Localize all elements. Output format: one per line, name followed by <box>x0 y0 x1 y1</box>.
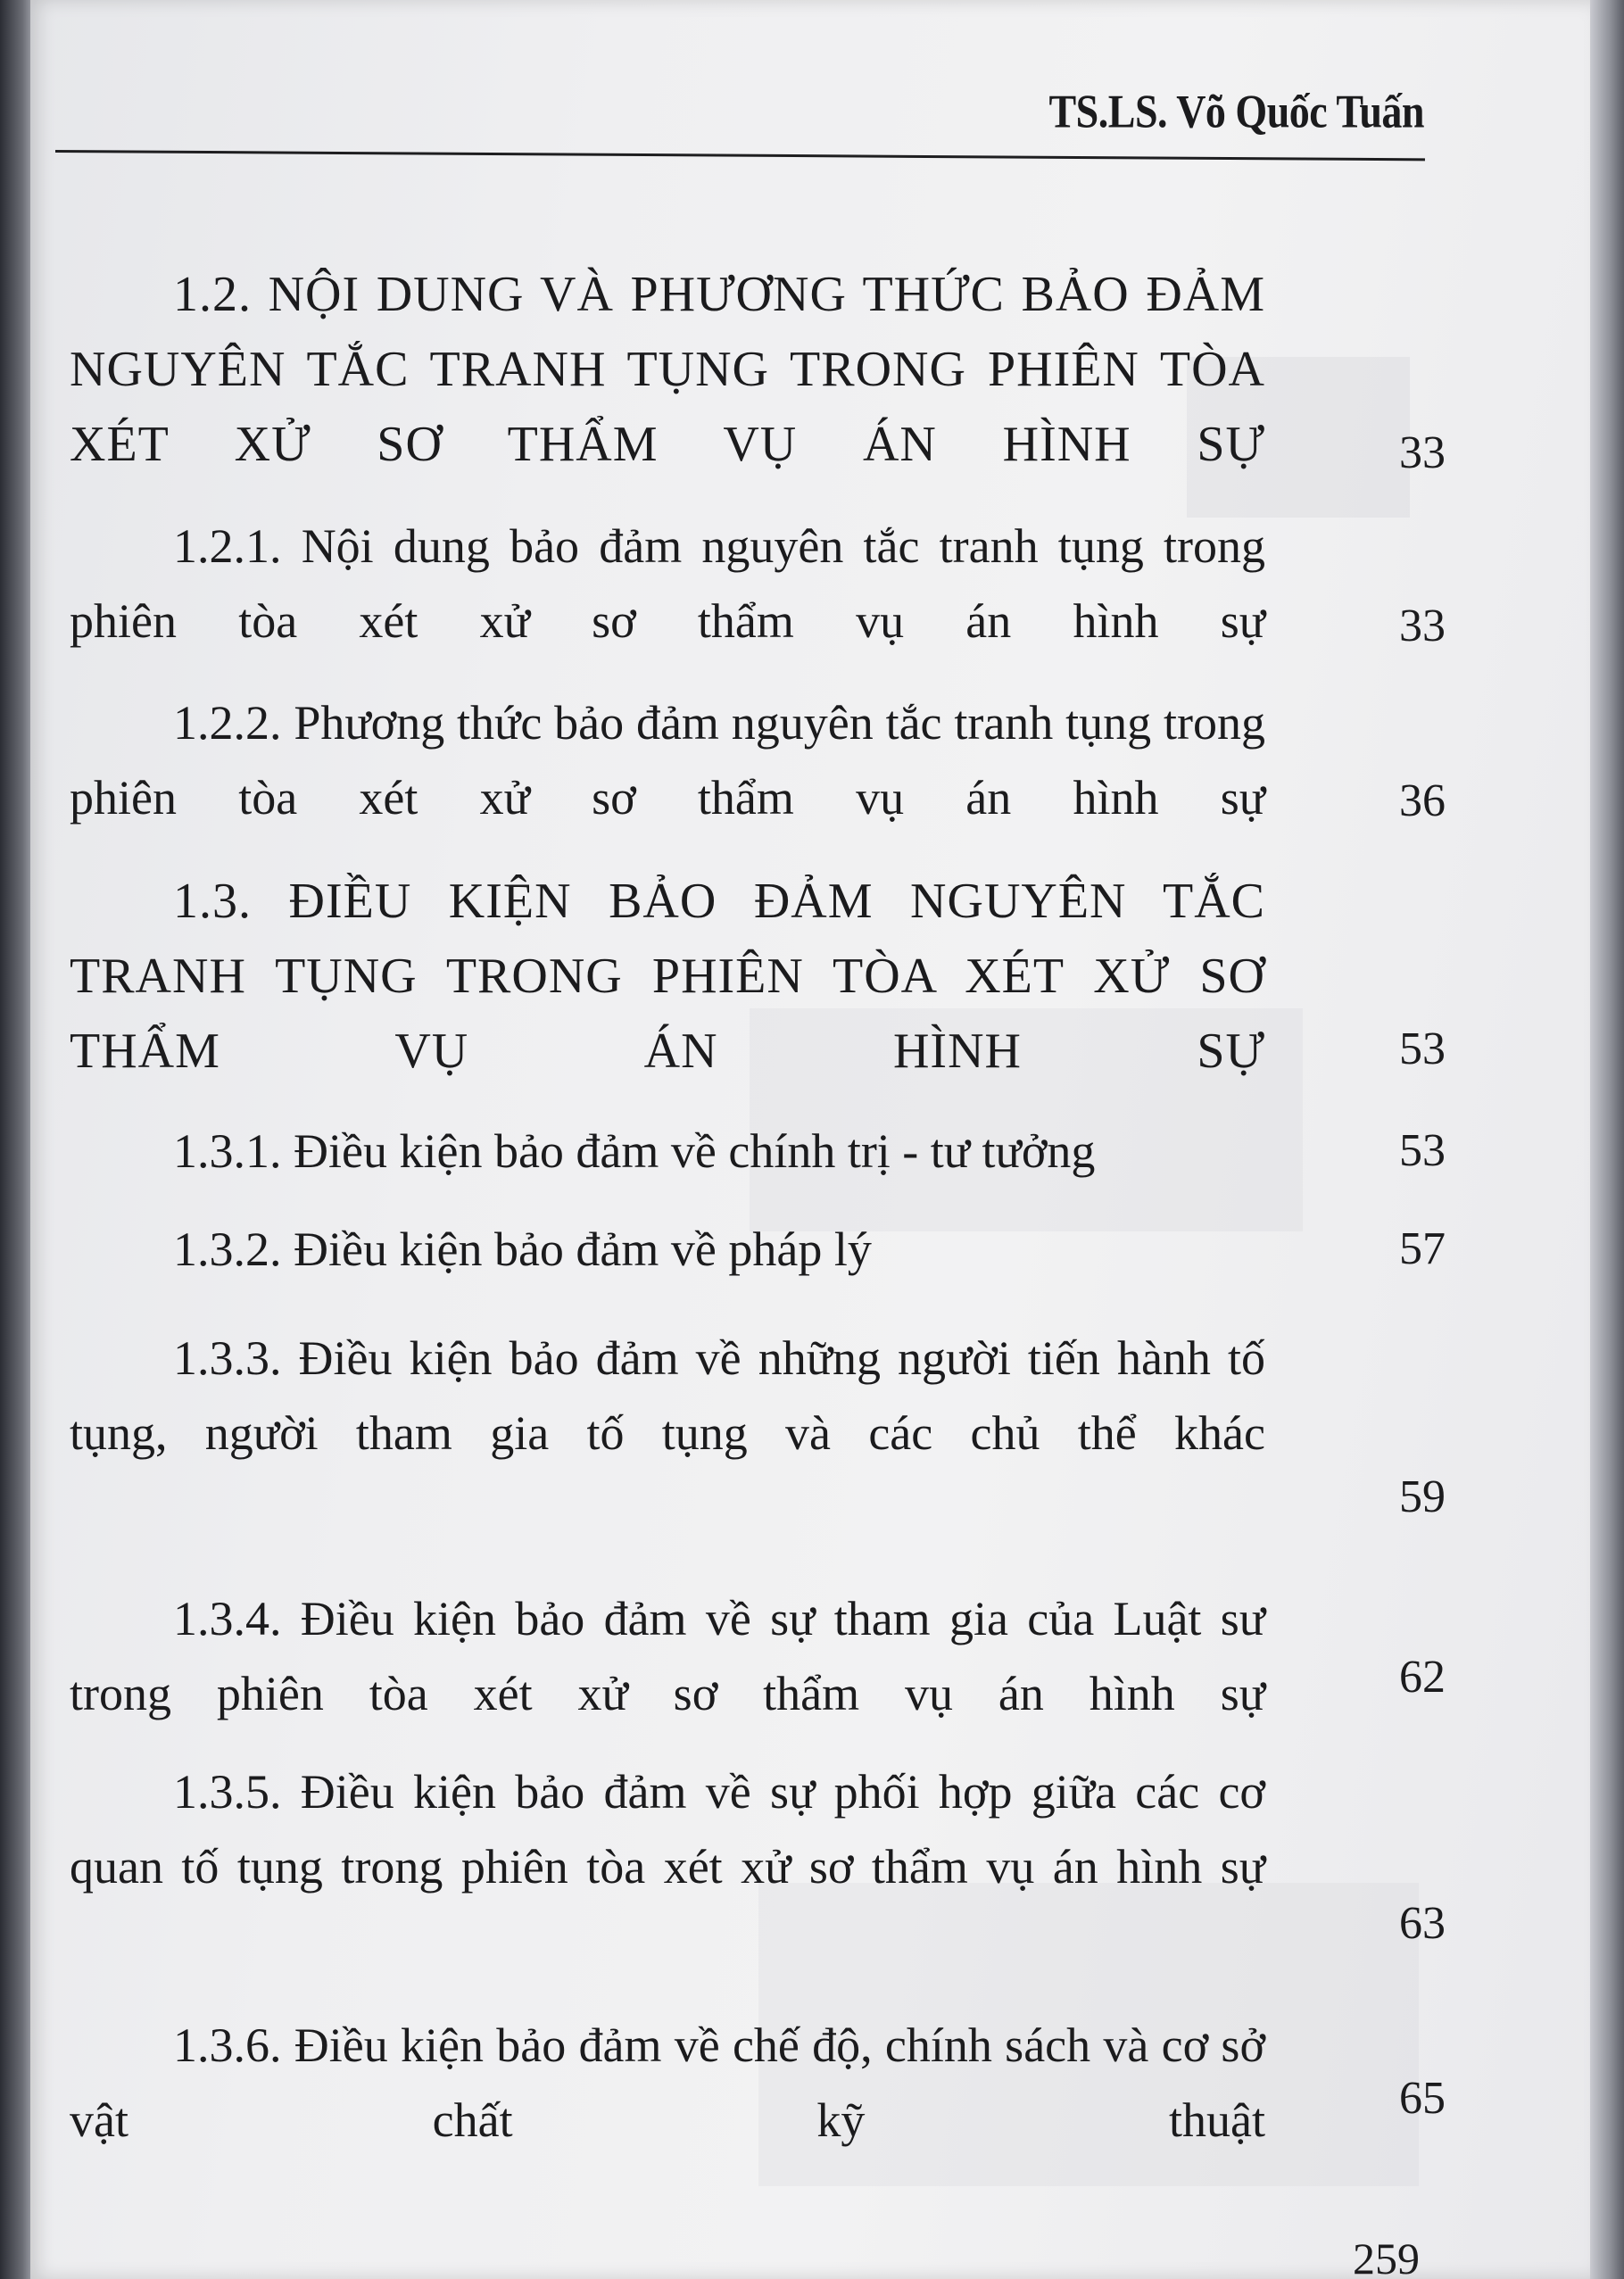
toc-entry-1-2-1 <box>70 509 1265 659</box>
toc-entry-1-2-2 <box>70 685 1265 835</box>
toc-entry-1-3-5 <box>70 1754 1265 1904</box>
toc-entry-text: 1.2. NỘI DUNG VÀ PHƯƠNG THỨC BẢO ĐẢM NGUYÊN TẮC TRANH TỤNG TRONG PHIÊN TÒA XÉT XỬ SƠ THẨM VỤ ÁN HÌNH SỰ <box>70 267 1265 472</box>
toc-page-number: 57 <box>1399 1223 1446 1274</box>
toc-page-number: 62 <box>1399 1652 1446 1703</box>
toc-entry-1-2 <box>70 257 1265 482</box>
toc-page-number: 63 <box>1399 1898 1446 1949</box>
running-header-author: TS.LS. Võ Quốc Tuấn <box>1048 85 1424 137</box>
toc-entry-text: 1.3.2. Điều kiện bảo đảm về pháp lý <box>173 1222 872 1276</box>
toc-page-number: 33 <box>1399 601 1446 651</box>
toc-entry-text: 1.2.2. Phương thức bảo đảm nguyên tắc tranh tụng trong phiên tòa xét xử sơ thẩm vụ án hình sự <box>70 696 1265 825</box>
toc-entry-1-3-1 <box>70 1114 1265 1189</box>
toc-entry-text: 1.3.6. Điều kiện bảo đảm về chế độ, chính sách và cơ sở vật chất kỹ thuật <box>70 2018 1265 2147</box>
toc-page-number: 36 <box>1399 775 1446 826</box>
toc-page-number: 53 <box>1399 1125 1446 1176</box>
right-page-edge <box>1590 0 1624 2279</box>
toc-entry-text: 1.3.4. Điều kiện bảo đảm về sự tham gia của Luật sư trong phiên tòa xét xử sơ thẩm vụ án hình sự <box>70 1592 1265 1720</box>
toc-entry-text: 1.2.1. Nội dung bảo đảm nguyên tắc tranh tụng trong phiên tòa xét xử sơ thẩm vụ án hình sự <box>70 519 1265 648</box>
folio-page-number: 259 <box>1353 2233 1420 2279</box>
toc-page-number: 33 <box>1399 427 1446 478</box>
toc-entry-text: 1.3.1. Điều kiện bảo đảm về chính trị - tư tưởng <box>173 1124 1096 1178</box>
toc-entry-1-3-2 <box>70 1212 1265 1287</box>
toc-entry-text: 1.3.3. Điều kiện bảo đảm về những người tiến hành tố tụng, người tham gia tố tụng và các chủ thể khác <box>70 1331 1265 1460</box>
toc-entry-1-3-3 <box>70 1321 1265 1471</box>
left-page-edge <box>0 0 32 2279</box>
toc-entry-1-3-6 <box>70 2008 1265 2158</box>
toc-entry-text: 1.3.5. Điều kiện bảo đảm về sự phối hợp giữa các cơ quan tố tụng trong phiên tòa xét xử sơ thẩm vụ án hình sự <box>70 1765 1265 1894</box>
toc-page-number: 65 <box>1399 2073 1446 2124</box>
toc-page-number: 59 <box>1399 1471 1446 1522</box>
toc-page-number: 53 <box>1399 1023 1446 1074</box>
toc-entry-1-3 <box>70 864 1265 1089</box>
toc-entry-1-3-4 <box>70 1581 1265 1731</box>
toc-entry-text: 1.3. ĐIỀU KIỆN BẢO ĐẢM NGUYÊN TẮC TRANH TỤNG TRONG PHIÊN TÒA XÉT XỬ SƠ THẨM VỤ ÁN HÌNH SỰ <box>70 874 1265 1079</box>
